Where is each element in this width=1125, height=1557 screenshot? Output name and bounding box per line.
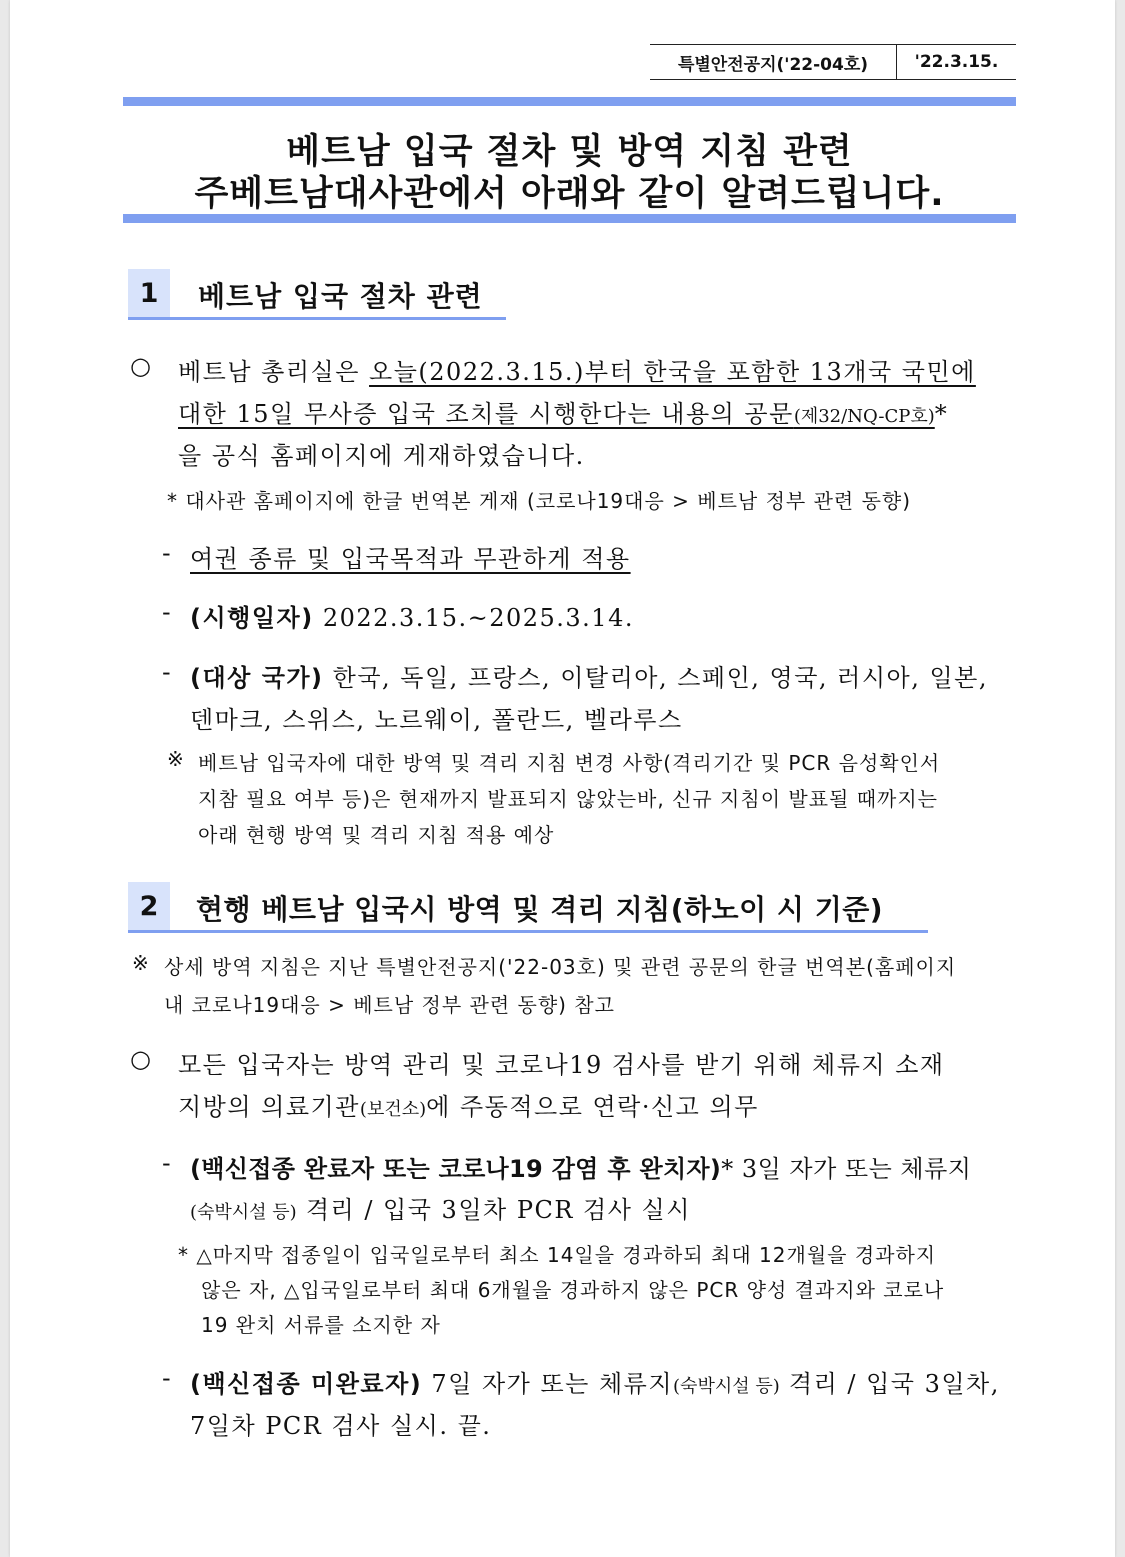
title-top-bar <box>123 97 1016 106</box>
para-text: 지방의 의료기관 <box>178 1093 360 1121</box>
item-label: (시행일자) <box>190 604 314 632</box>
item-label: (백신접종 완료자 또는 코로나19 감염 후 완치자) <box>190 1155 722 1183</box>
section-1-header <box>128 269 506 317</box>
item-small-text: (숙박시설 등) <box>190 1202 297 1223</box>
section-2-item-1-line2 <box>190 1190 691 1225</box>
section-1-note-line3: 아래 현행 방역 및 격리 지침 적용 예상 <box>198 823 555 847</box>
section-2-item-1-line1 <box>190 1149 971 1184</box>
section-1-footnote: * 대사관 홈페이지에 한글 번역본 게재 (코로나19대응 > 베트남 정부 관련 동향) <box>167 489 912 513</box>
para-underlined-main: 대한 15일 무사증 입국 조치를 시행한다는 내용의 공문 <box>178 400 794 428</box>
reference-marker: ※ <box>167 747 185 771</box>
section-2-para-line2 <box>178 1087 759 1122</box>
section-1-item-2 <box>190 598 634 633</box>
notice-date: '22.3.15. <box>914 52 999 72</box>
section-1-heading: 베트남 입국 절차 관련 <box>198 280 483 313</box>
dash-marker: - <box>162 1364 173 1392</box>
section-1-para-line1 <box>178 352 976 387</box>
section-2-footnote-line2: 않은 자, △입국일로부터 최대 6개월을 경과하지 않은 PCR 양성 결과지와 코로나 <box>201 1278 945 1302</box>
section-2-underline <box>128 930 928 933</box>
page-title-line1: 베트남 입국 절차 및 방역 지침 관련 <box>286 132 853 172</box>
para-asterisk: * <box>934 400 949 428</box>
section-1-note-line2: 지참 필요 여부 등)은 현재까지 발표되지 않았는바, 신규 지침이 발표될 때까지는 <box>198 787 938 811</box>
dash-marker: - <box>162 598 173 626</box>
section-2-para-line1: 모든 입국자는 방역 관리 및 코로나19 검사를 받기 위해 체류지 소재 <box>178 1051 945 1079</box>
para-underlined-text <box>178 400 935 428</box>
item-text: 한국, 독일, 프랑스, 이탈리아, 스페인, 영국, 러시아, 일본, <box>323 664 988 692</box>
section-1-underline <box>128 317 506 320</box>
reference-marker: ※ <box>132 951 150 975</box>
section-1-note-line1: 베트남 입국자에 대한 방역 및 격리 지침 변경 사항(격리기간 및 PCR 음성확인서 <box>198 751 941 775</box>
section-2-footnote-line1: * △마지막 접종일이 입국일로부터 최소 14일을 경과하되 최대 12개월을 경과하지 <box>178 1243 937 1267</box>
item-text: 2022.3.15.~2025.3.14. <box>313 604 634 632</box>
item-label: (대상 국가) <box>190 664 324 692</box>
section-1-item-1 <box>190 539 631 574</box>
notice-header <box>650 44 1016 80</box>
section-2-header <box>128 882 928 930</box>
para-underlined-small: (제32/NQ-CP호) <box>793 406 935 427</box>
section-2-item-2-line2: 7일차 PCR 검사 실시. 끝. <box>190 1412 492 1440</box>
dash-marker: - <box>162 539 173 567</box>
document-page <box>10 0 1115 1557</box>
dash-marker: - <box>162 1149 173 1177</box>
section-1-item-3-line1 <box>190 658 988 693</box>
notice-number: 특별안전공지('22-04호) <box>650 45 897 79</box>
section-2-item-2-line1 <box>190 1364 1000 1399</box>
section-1-item-3-line2: 덴마크, 스위스, 노르웨이, 폴란드, 벨라루스 <box>190 706 683 734</box>
section-2-number: 2 <box>128 882 170 930</box>
page-title-line2: 주베트남대사관에서 아래와 같이 알려드립니다. <box>194 174 945 214</box>
title-bottom-bar <box>123 214 1016 223</box>
item-label: (백신접종 미완료자) <box>190 1370 423 1398</box>
item-text: 격리 / 입국 3일차, <box>779 1370 1000 1398</box>
section-1-number: 1 <box>128 269 170 317</box>
para-small-text: (보건소) <box>359 1099 427 1120</box>
item-underlined-text: 여권 종류 및 입국목적과 무관하게 적용 <box>190 545 631 573</box>
section-2-footnote-line3: 19 완치 서류를 소지한 자 <box>201 1313 441 1337</box>
section-1-para-line2 <box>178 394 948 429</box>
section-2-ref-line2: 내 코로나19대응 > 베트남 정부 관련 동향) 참고 <box>164 993 615 1017</box>
item-text: * 3일 자가 또는 체류지 <box>721 1155 972 1183</box>
item-text: 격리 / 입국 3일차 PCR 검사 실시 <box>296 1196 691 1224</box>
para-text: 에 주동적으로 연락·신고 의무 <box>426 1093 759 1121</box>
bullet-marker: ○ <box>130 1045 153 1073</box>
dash-marker: - <box>162 658 173 686</box>
para-text: 베트남 총리실은 <box>178 358 370 386</box>
item-small-text: (숙박시설 등) <box>673 1376 780 1397</box>
item-text: 7일 자가 또는 체류지 <box>422 1370 674 1398</box>
section-2-ref-line1: 상세 방역 지침은 지난 특별안전공지('22-03호) 및 관련 공문의 한글 번역본(홈페이지 <box>164 955 957 979</box>
section-2-heading: 현행 베트남 입국시 방역 및 격리 지침(하노이 시 기준) <box>196 893 884 926</box>
bullet-marker: ○ <box>130 352 153 380</box>
section-1-para-line3: 을 공식 홈페이지에 게재하였습니다. <box>178 442 585 470</box>
para-underlined-text: 오늘(2022.3.15.)부터 한국을 포함한 13개국 국민에 <box>369 358 976 386</box>
